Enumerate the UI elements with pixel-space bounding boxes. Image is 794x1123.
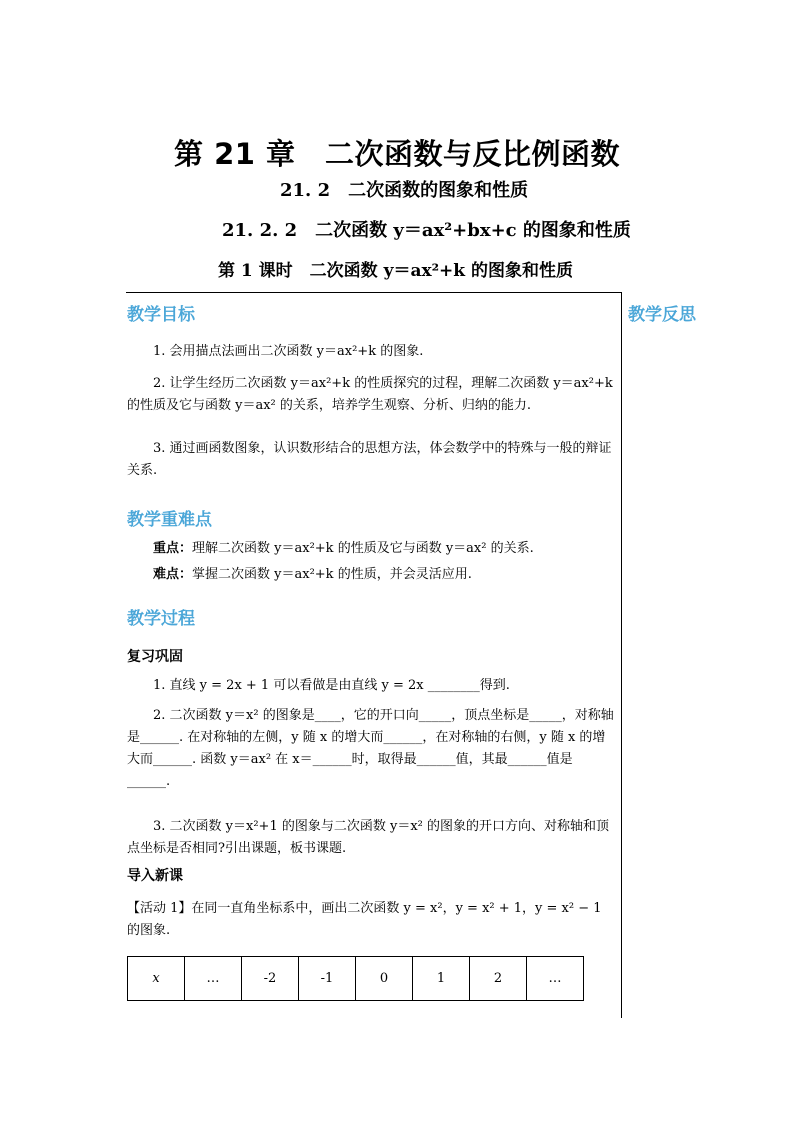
- key-points-heading: 教学重难点: [127, 510, 212, 530]
- difficult-label: 难点：: [153, 567, 193, 582]
- section-title: 21. 2 二次函数的图象和性质: [280, 180, 529, 201]
- review-item-3: 3. 二次函数 y＝x²+1 的图象与二次函数 y＝x² 的图象的开口方向、对称轴和顶点坐标是否相同?引出课题，板书课题.: [127, 819, 610, 856]
- top-rule: [126, 292, 621, 293]
- column-divider: [621, 292, 622, 1018]
- table-cell: -1: [299, 957, 356, 1001]
- review-item-1: 1. 直线 y = 2x + 1 可以看做是由直线 y = 2x ________得到.: [153, 678, 510, 693]
- table-cell: …: [185, 957, 242, 1001]
- subsection-title: 21. 2. 2 二次函数 y＝ax²+bx+c 的图象和性质: [222, 220, 631, 241]
- table-cell: -2: [242, 957, 299, 1001]
- chapter-title: 第 21 章 二次函数与反比例函数: [173, 137, 621, 171]
- table-row: [128, 957, 584, 1001]
- key-text: 理解二次函数 y＝ax²+k 的性质及它与函数 y＝ax² 的关系.: [192, 541, 534, 556]
- lesson-title: 第 1 课时 二次函数 y＝ax²+k 的图象和性质: [218, 261, 573, 281]
- intro-heading: 导入新课: [127, 868, 183, 884]
- reflection-heading: 教学反思: [628, 305, 696, 325]
- review-heading: 复习巩固: [127, 649, 183, 665]
- difficult-point: [153, 564, 472, 586]
- review-item-2: 2. 二次函数 y＝x² 的图象是____，它的开口向_____，顶点坐标是_____，对称轴是______. 在对称轴的左侧，y 随 x 的增大而______，在对称轴的右侧，y 随 x 的增大而______. 函数 y＝ax² 在 x＝______时，取得最______值，其最______值是______.: [127, 708, 614, 789]
- goal-item-2: 2. 让学生经历二次函数 y＝ax²+k 的性质探究的过程，理解二次函数 y＝ax²+k 的性质及它与函数 y＝ax² 的关系，培养学生观察、分析、归纳的能力.: [127, 376, 613, 413]
- goal-item-1: 1. 会用描点法画出二次函数 y＝ax²+k 的图象.: [153, 344, 424, 359]
- table-cell: …: [527, 957, 584, 1001]
- value-table: [127, 956, 584, 1001]
- process-heading: 教学过程: [127, 609, 195, 629]
- goals-heading: 教学目标: [127, 305, 195, 325]
- key-label: 重点：: [153, 541, 193, 556]
- table-cell: 1: [413, 957, 470, 1001]
- goal-item-3: 3. 通过画函数图象，认识数形结合的思想方法，体会数学中的特殊与一般的辩证关系.: [127, 441, 612, 478]
- table-cell: 0: [356, 957, 413, 1001]
- table-cell: x: [128, 957, 185, 1001]
- activity-1: 【活动 1】在同一直角坐标系中，画出二次函数 y = x²，y = x² + 1，y = x² − 1 的图象.: [127, 901, 602, 938]
- table-cell: 2: [470, 957, 527, 1001]
- key-point: [153, 538, 534, 560]
- difficult-text: 掌握二次函数 y＝ax²+k 的性质，并会灵活应用.: [192, 567, 472, 582]
